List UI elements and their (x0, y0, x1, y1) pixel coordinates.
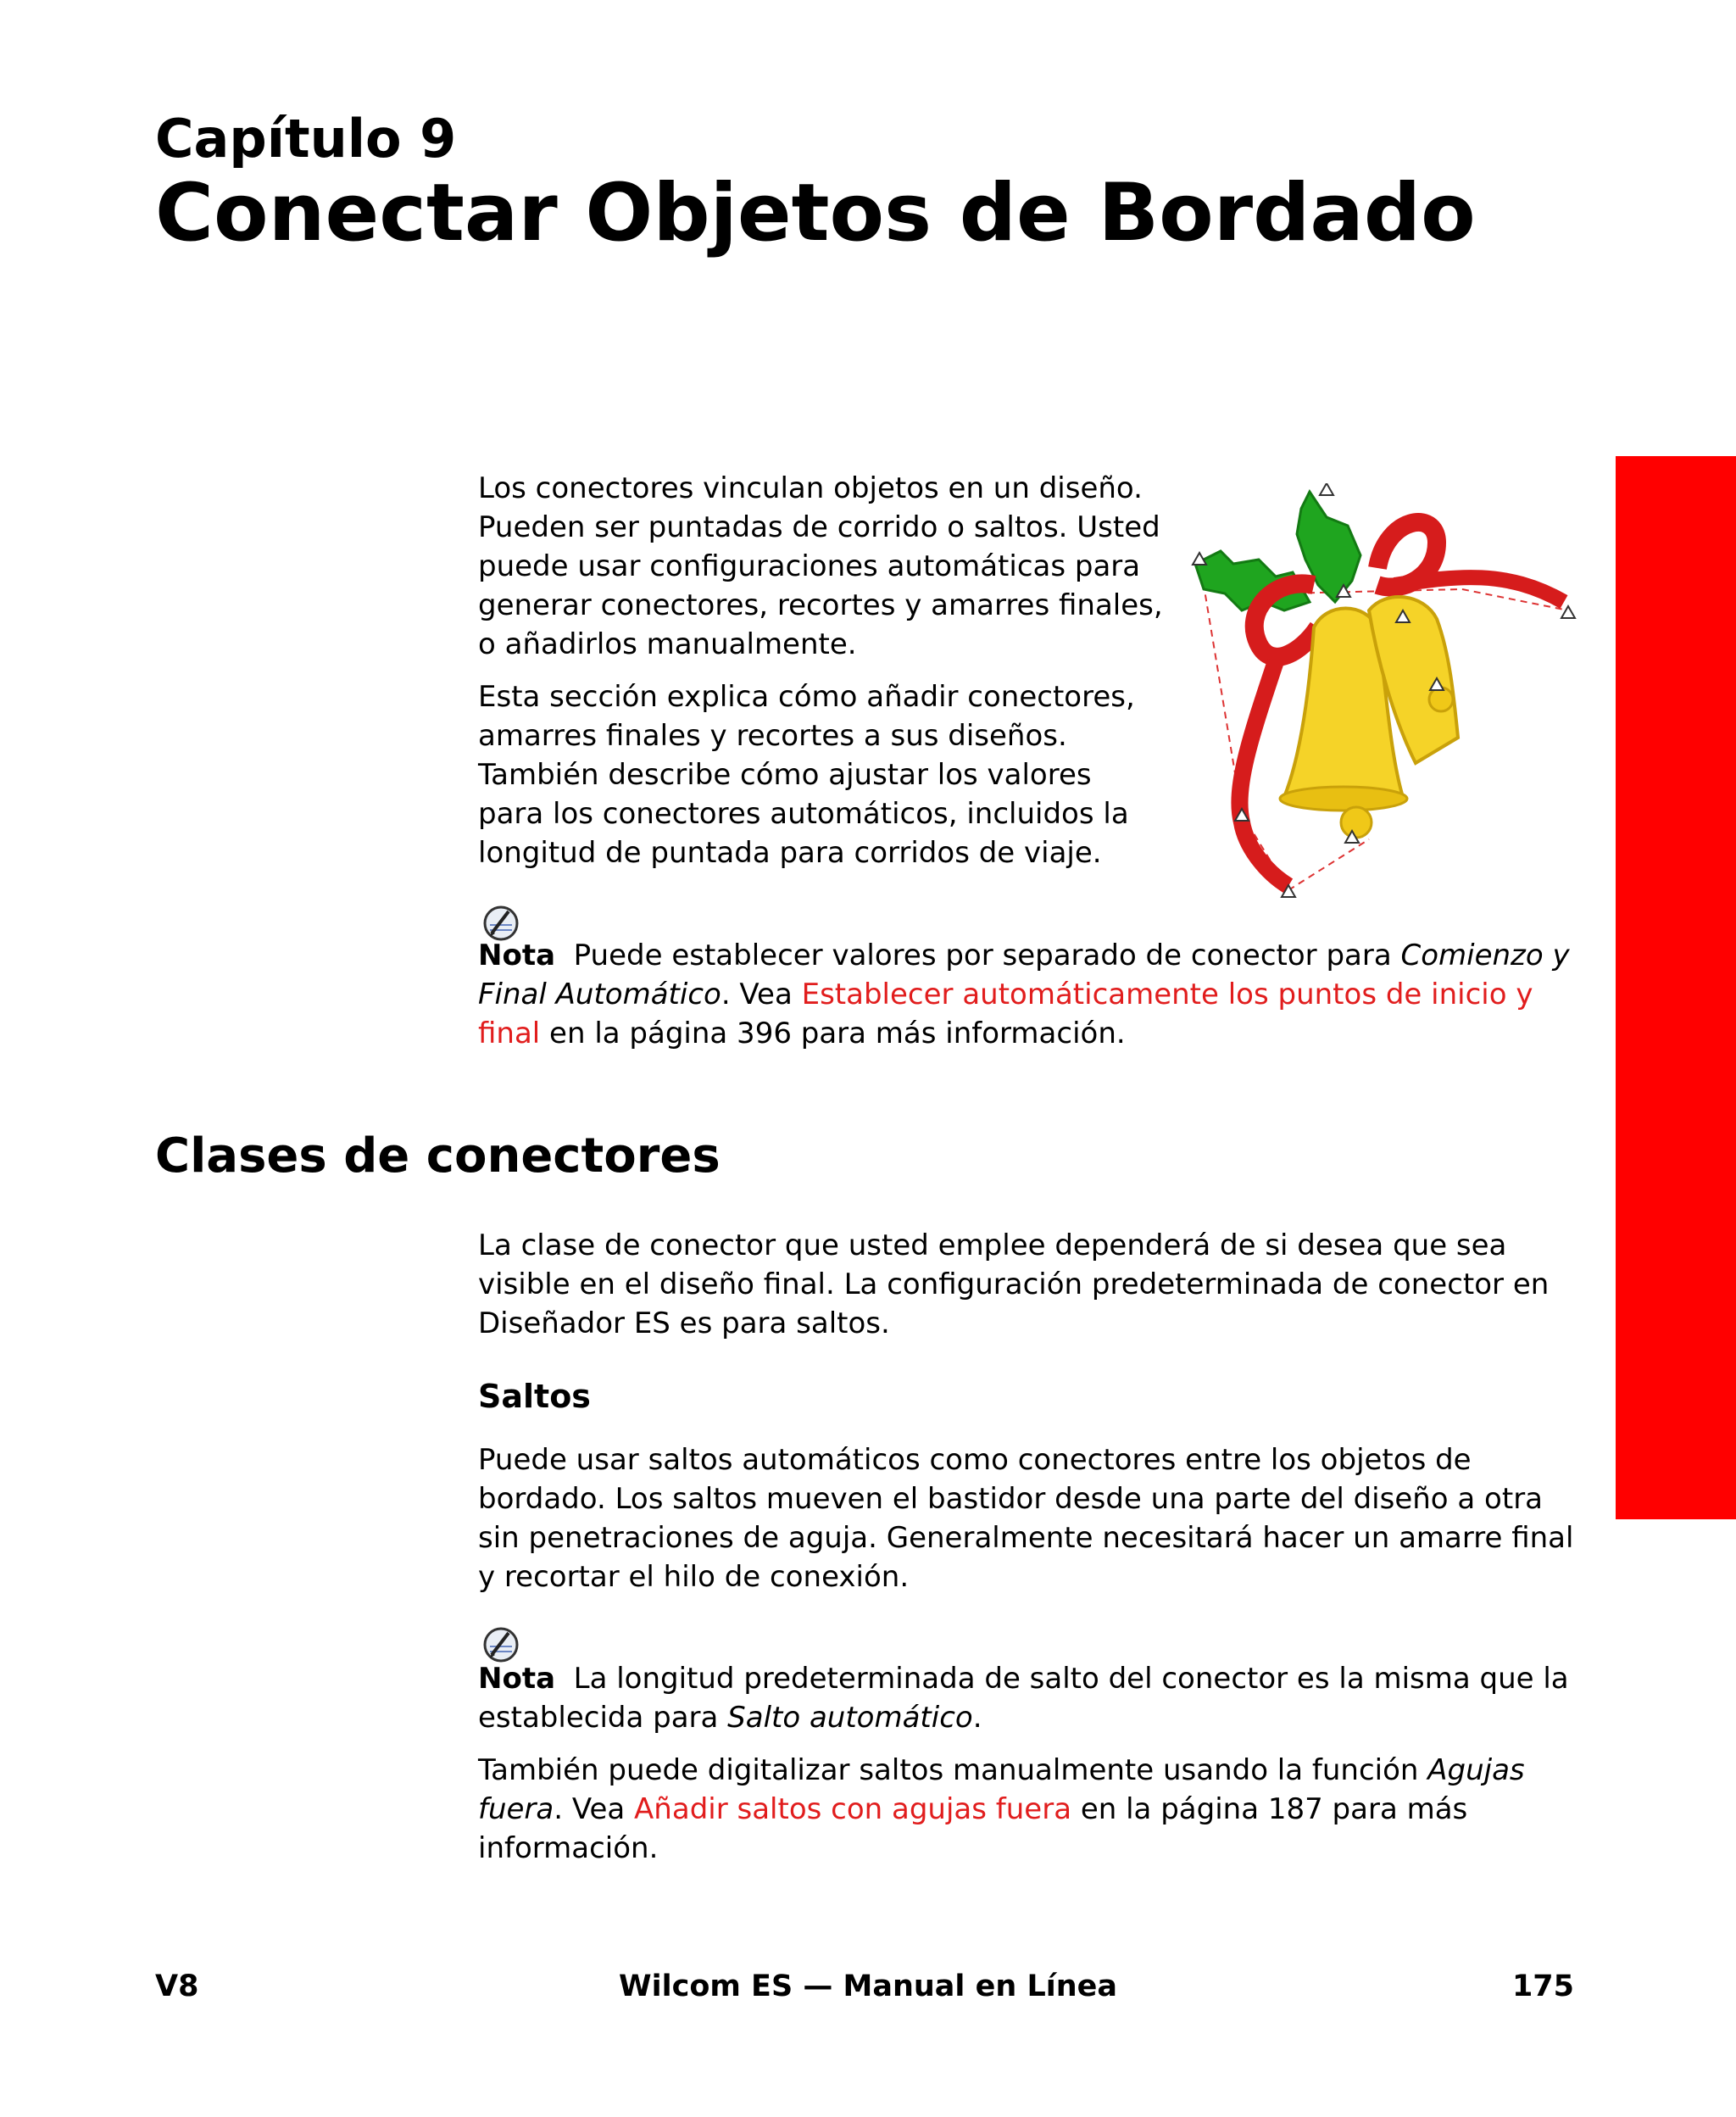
note-italic-term: Comienzo y Final Automático (478, 939, 1570, 1011)
chapter-side-tab (1616, 456, 1736, 1519)
note-text: Puede establecer valores por separado de conector para (573, 939, 1401, 972)
intro-paragraph-1: Los conectores vinculan objetos en un diseño. Pueden ser puntadas de corrido o saltos. Usted puede usar configuraciones automáticas para generar conectores, recortes y amarres finales, o añadirlos manualmente. (478, 471, 1163, 661)
footer-title: Wilcom ES — Manual en Línea (618, 1969, 1118, 2003)
intro-paragraph-2: Esta sección explica cómo añadir conectores, amarres finales y recortes a sus diseños. También describe cómo ajustar los valores para los conectores automáticos, incluidos la longitud de puntada para corridos de viaje. (478, 680, 1135, 870)
closing-link-needles-out[interactable]: Añadir saltos con agujas fuera (634, 1792, 1072, 1826)
closing-paragraph (478, 1751, 1580, 1868)
closing-text: . Vea (554, 1792, 635, 1826)
note-label: Nota (478, 939, 556, 972)
illustration (1182, 483, 1581, 907)
subsection-heading: Saltos (478, 1378, 591, 1415)
closing-text: en la página 187 para más información. (478, 1792, 1468, 1865)
footer-version: V8 (155, 1969, 199, 2003)
note-label: Nota (478, 1662, 556, 1696)
note-italic-term: Salto automático (727, 1701, 973, 1735)
closing-text: También puede digitalizar saltos manualmente usando la función (478, 1753, 1428, 1787)
note-link-start-end[interactable]: Establecer automáticamente los puntos de inicio y final (478, 978, 1533, 1050)
note-icon-2 (480, 1626, 522, 1663)
section-heading: Clases de conectores (155, 1128, 721, 1184)
footer-page-number: 175 (1511, 1969, 1574, 2003)
note-pencil-icon (480, 1626, 522, 1663)
chapter-label: Capítulo 9 (155, 108, 457, 170)
note-2 (478, 1659, 1589, 1737)
subsection-paragraph: Puede usar saltos automáticos como conectores entre los objetos de bordado. Los saltos mueven el bastidor desde una parte del diseño a otra sin penetraciones de aguja. Generalmente necesitará hacer un amarre final y recortar el hilo de conexión. (478, 1443, 1574, 1594)
chapter-title: Conectar Objetos de Bordado (155, 167, 1476, 259)
embroidered-bell-icon (1182, 483, 1581, 907)
note-1 (478, 936, 1580, 1053)
section-paragraph: La clase de conector que usted emplee dependerá de si desea que sea visible en el diseño final. La configuración predeterminada de conector en Diseñador ES es para saltos. (478, 1228, 1550, 1340)
note-text: en la página 396 para más información. (540, 1017, 1126, 1050)
closing-italic-term: Agujas fuera (478, 1753, 1525, 1826)
note-text: . Vea (721, 978, 802, 1011)
note-text: La longitud predeterminada de salto del conector es la misma que la establecida para (478, 1662, 1569, 1735)
note-text: . (972, 1701, 982, 1735)
intro-section (478, 469, 1165, 886)
